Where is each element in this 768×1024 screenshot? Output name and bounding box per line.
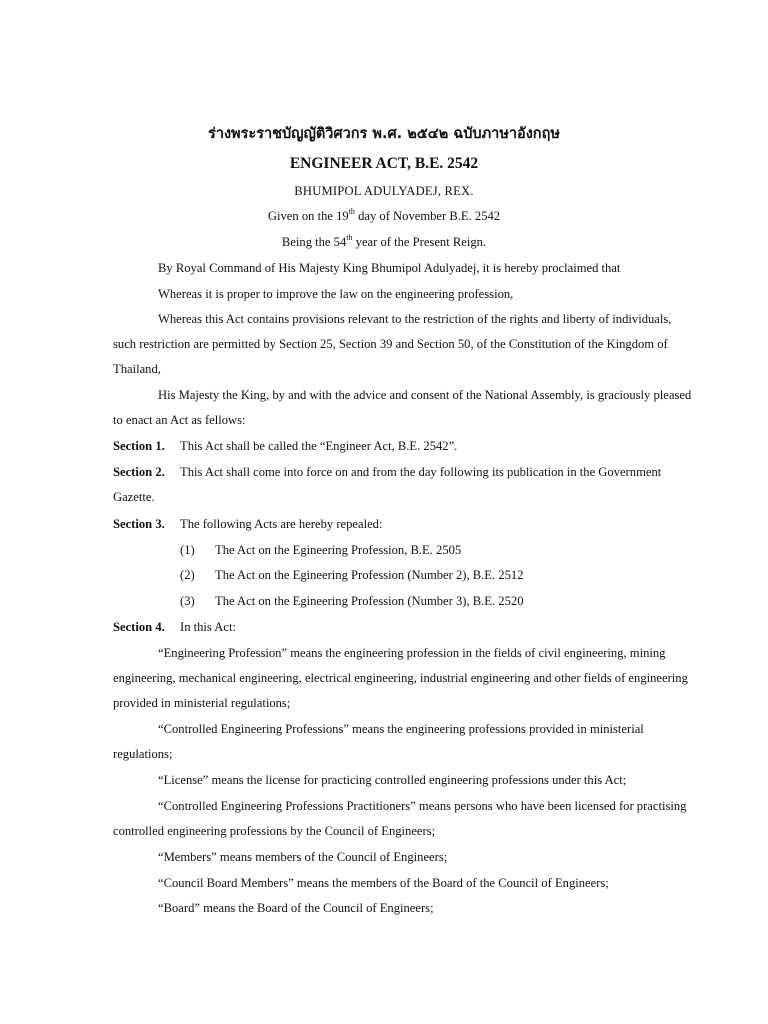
definition-board: “Board” means the Board of the Council of Engineers; xyxy=(158,901,434,915)
definition-engineering-profession-line3: provided in ministerial regulations; xyxy=(113,696,291,710)
list-item-text: The Act on the Egineering Profession (Number 3), B.E. 2520 xyxy=(215,594,524,608)
section-4-label: Section 4. xyxy=(113,620,165,634)
definition-engineering-profession-line2: engineering, mechanical engineering, electrical engineering, industrial engineering and other fields of engineering xyxy=(113,671,688,685)
list-item-number: (3) xyxy=(180,594,195,608)
section-1-text: This Act shall be called the “Engineer Act, B.E. 2542”. xyxy=(180,439,458,453)
section-3 xyxy=(113,516,382,532)
section-3-text: The following Acts are hereby repealed: xyxy=(180,517,383,531)
section-2-text: This Act shall come into force on and from the day following its publication in the Government xyxy=(180,465,662,479)
section-3-label: Section 3. xyxy=(113,517,165,531)
definition-practitioners-line2: controlled engineering professions by the Council of Engineers; xyxy=(113,824,436,838)
definition-controlled-professions-line1: “Controlled Engineering Professions” means the engineering professions provided in ministerial xyxy=(158,722,644,736)
preamble-whereas-restriction-line3: Thailand, xyxy=(113,362,161,376)
section-2-label: Section 2. xyxy=(113,465,165,479)
section-1-label: Section 1. xyxy=(113,439,165,453)
definition-practitioners-line1: “Controlled Engineering Professions Practitioners” means persons who have been licensed for practising xyxy=(158,799,687,813)
preamble-royal-command: By Royal Command of His Majesty King Bhumipol Adulyadej, it is hereby proclaimed that xyxy=(158,261,621,275)
reign-year-pre: Being the 54 xyxy=(281,235,347,249)
reign-year-line xyxy=(0,234,768,250)
given-date-post: day of November B.E. 2542 xyxy=(354,209,501,223)
preamble-whereas-restriction-line1: Whereas this Act contains provisions relevant to the restriction of the rights and liberty of individuals, xyxy=(158,312,672,326)
given-date-line xyxy=(0,208,768,224)
preamble-whereas-improve: Whereas it is proper to improve the law on the engineering profession, xyxy=(158,287,514,301)
preamble-enactment-line2: to enact an Act as fellows: xyxy=(113,413,246,427)
list-item xyxy=(180,567,524,583)
reign-year-post: year of the Present Reign. xyxy=(352,235,487,249)
definition-engineering-profession-line1: “Engineering Profession” means the engineering profession in the fields of civil engineering, mining xyxy=(158,646,666,660)
list-item-text: The Act on the Egineering Profession, B.E. 2505 xyxy=(215,543,462,557)
given-date-pre: Given on the 19 xyxy=(267,209,349,223)
section-4-text: In this Act: xyxy=(180,620,236,634)
section-4 xyxy=(113,619,236,635)
list-item-number: (2) xyxy=(180,568,195,582)
reign-year-suffix: th xyxy=(346,232,353,242)
given-date-suffix: th xyxy=(348,206,355,216)
list-item-number: (1) xyxy=(180,543,195,557)
definition-license: “License” means the license for practicing controlled engineering professions under this Act; xyxy=(158,773,627,787)
definition-members: “Members” means members of the Council of Engineers; xyxy=(158,850,448,864)
king-name: BHUMIPOL ADULYADEJ, REX. xyxy=(294,184,474,198)
list-item-text: The Act on the Egineering Profession (Number 2), B.E. 2512 xyxy=(215,568,524,582)
preamble-enactment-line1: His Majesty the King, by and with the advice and consent of the National Assembly, is graciously pleased xyxy=(158,388,692,402)
definition-council-board-members: “Council Board Members” means the members of the Board of the Council of Engineers; xyxy=(158,876,609,890)
list-item xyxy=(180,542,461,558)
definition-controlled-professions-line2: regulations; xyxy=(113,747,173,761)
section-2-text-line2: Gazette. xyxy=(113,490,155,504)
preamble-whereas-restriction-line2: such restriction are permitted by Section 25, Section 39 and Section 50, of the Constitution of the Kingdom of xyxy=(113,337,668,351)
section-2 xyxy=(113,464,661,480)
section-1 xyxy=(113,438,457,454)
list-item xyxy=(180,593,524,609)
act-title: ENGINEER ACT, B.E. 2542 xyxy=(289,155,479,172)
thai-title: ร่างพระราชบัญญัติวิศวกร พ.ศ. ๒๕๔๒ ฉบับภาษาอังกฤษ xyxy=(208,126,560,142)
